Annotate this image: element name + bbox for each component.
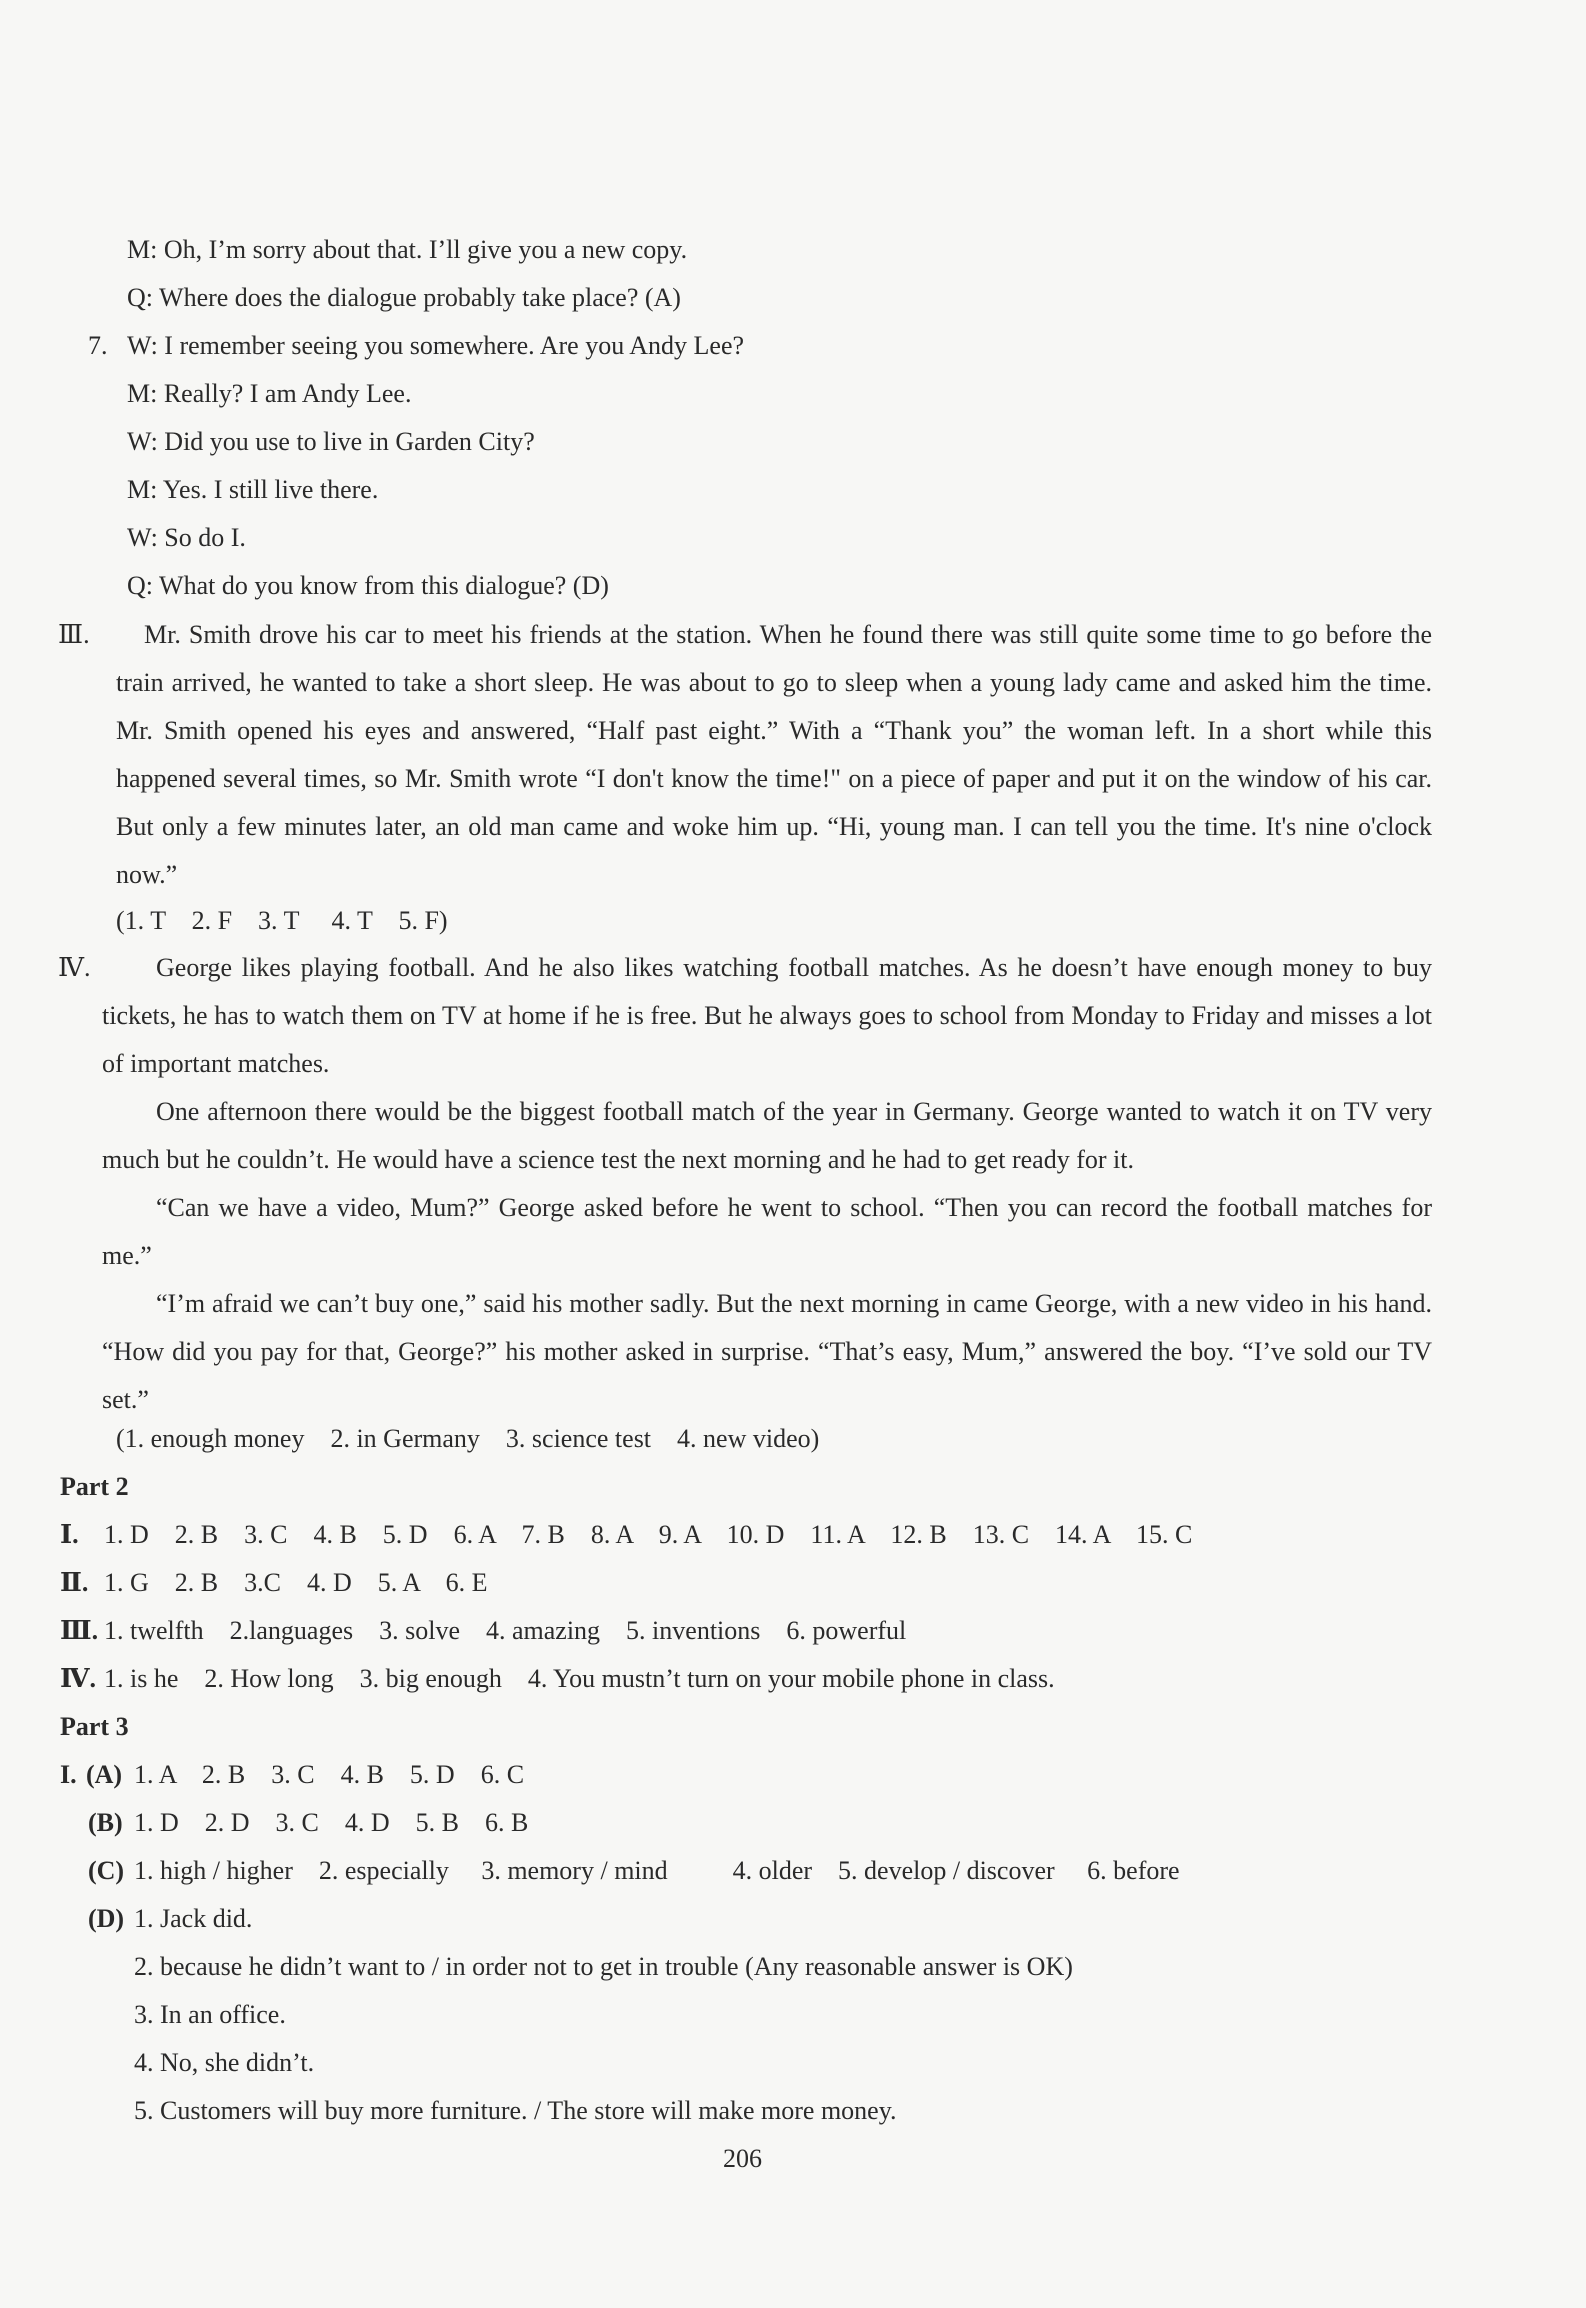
item-number: 7. bbox=[88, 331, 108, 360]
dialogue-question: Q: What do you know from this dialogue? (D) bbox=[127, 571, 609, 600]
dialogue-line: M: Oh, I’m sorry about that. I’ll give you a new copy. bbox=[127, 235, 688, 264]
answer-line: 2. because he didn’t want to / in order not to get in trouble (Any reasonable answer is OK) bbox=[134, 1952, 1073, 1981]
section-numeral: Ⅳ. bbox=[60, 1664, 97, 1693]
section-numeral: Ⅳ. bbox=[58, 953, 91, 982]
answer-line: 1. D 2. D 3. C 4. D 5. B 6. B bbox=[134, 1808, 529, 1837]
subsection-label: (A) bbox=[86, 1760, 123, 1789]
part-heading: Part 3 bbox=[60, 1712, 129, 1741]
section-numeral: I. bbox=[60, 1760, 77, 1789]
subsection-label: (C) bbox=[88, 1856, 125, 1885]
answer-line: 4. No, she didn’t. bbox=[134, 2048, 315, 2077]
section-numeral: Ⅰ. bbox=[60, 1520, 79, 1549]
passage-paragraph: “Can we have a video, Mum?” George asked before he went to school. “Then you can record the football matches for me.” bbox=[102, 1193, 1432, 1270]
answer-line: 1. high / higher 2. especially 3. memory / mind 4. older 5. develop / discover 6. before bbox=[134, 1856, 1180, 1885]
passage-paragraph: One afternoon there would be the biggest football match of the year in Germany. George wanted to watch it on TV very much but he couldn’t. He would have a science test the next morning and he had to get ready for it. bbox=[102, 1097, 1432, 1174]
dialogue-line: M: Really? I am Andy Lee. bbox=[127, 379, 412, 408]
passage-paragraph: George likes playing football. And he also likes watching football matches. As he doesn’t have enough money to buy tickets, he has to watch them on TV at home if he is free. But he always goes to school from Monday to Friday and misses a lot of important matches. bbox=[102, 953, 1432, 1078]
answer-line: (1. T 2. F 3. T 4. T 5. F) bbox=[116, 906, 448, 935]
section-numeral: Ⅱ. bbox=[60, 1568, 89, 1597]
passage-paragraph: Mr. Smith drove his car to meet his friends at the station. When he found there was still quite some time to go before the train arrived, he wanted to take a short sleep. He was about to go to sleep when a young lady came and asked him the time. Mr. Smith opened his eyes and answered, “Half past eight.” With a “Thank you” the woman left. In a short while this happened several times, so Mr. Smith wrote “I don't know the time!" on a piece of paper and put it on the window of his car. But only a few minutes later, an old man came and woke him up. “Hi, young man. I can tell you the time. It's nine o'clock now.” bbox=[116, 620, 1432, 889]
dialogue-line: W: So do I. bbox=[127, 523, 246, 552]
answer-line: 1. Jack did. bbox=[134, 1904, 253, 1933]
dialogue-line: W: I remember seeing you somewhere. Are you Andy Lee? bbox=[127, 331, 745, 360]
answer-line: 1. A 2. B 3. C 4. B 5. D 6. C bbox=[134, 1760, 525, 1789]
answer-line: 3. In an office. bbox=[134, 2000, 286, 2029]
answer-line: 5. Customers will buy more furniture. / The store will make more money. bbox=[134, 2096, 897, 2125]
answer-line: (1. enough money 2. in Germany 3. science test 4. new video) bbox=[116, 1424, 820, 1453]
page-number: 206 bbox=[723, 2144, 762, 2173]
subsection-label: (D) bbox=[88, 1904, 125, 1933]
section-numeral: Ⅲ. bbox=[58, 620, 90, 649]
dialogue-line: M: Yes. I still live there. bbox=[127, 475, 379, 504]
dialogue-line: W: Did you use to live in Garden City? bbox=[127, 427, 535, 456]
subsection-label: (B) bbox=[88, 1808, 123, 1837]
answer-line: 1. D 2. B 3. C 4. B 5. D 6. A 7. B 8. A 9. A 10. D 11. A 12. B 13. C 14. A 15. C bbox=[104, 1520, 1193, 1549]
dialogue-question: Q: Where does the dialogue probably take place? (A) bbox=[127, 283, 681, 312]
part-heading: Part 2 bbox=[60, 1472, 129, 1501]
section-numeral: Ⅲ. bbox=[60, 1616, 99, 1645]
answer-line: 1. is he 2. How long 3. big enough 4. You mustn’t turn on your mobile phone in class. bbox=[104, 1664, 1055, 1693]
passage-paragraph: “I’m afraid we can’t buy one,” said his mother sadly. But the next morning in came George, with a new video in his hand. “How did you pay for that, George?” his mother asked in surprise. “That’s easy, Mum,” answered the boy. “I’ve sold our TV set.” bbox=[102, 1289, 1432, 1414]
answer-line: 1. twelfth 2.languages 3. solve 4. amazing 5. inventions 6. powerful bbox=[104, 1616, 907, 1645]
answer-line: 1. G 2. B 3.C 4. D 5. A 6. E bbox=[104, 1568, 488, 1597]
